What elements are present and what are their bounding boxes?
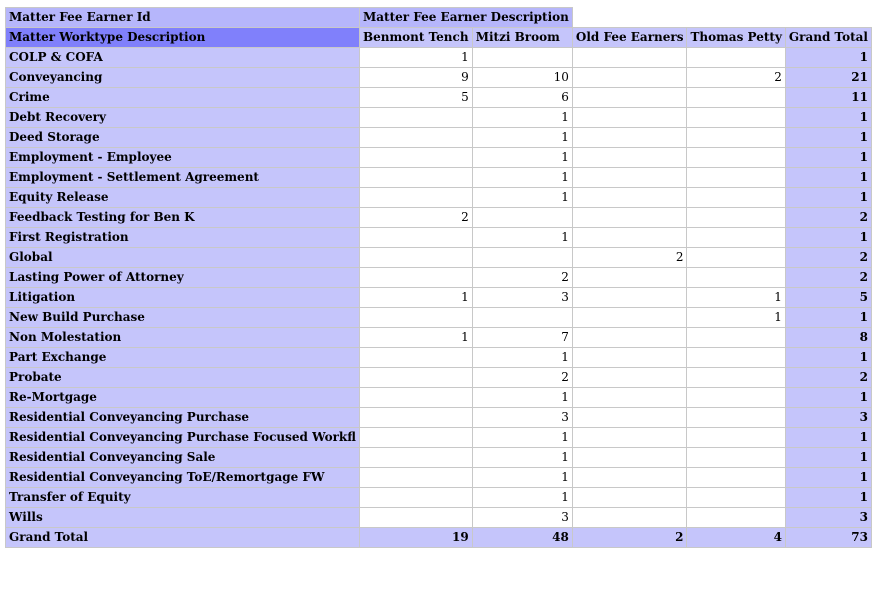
value-cell[interactable] — [572, 148, 687, 168]
value-cell[interactable] — [572, 228, 687, 248]
value-cell[interactable]: 6 — [472, 88, 572, 108]
row-total-cell[interactable]: 1 — [785, 48, 871, 68]
table-row — [6, 108, 872, 128]
column-header-label: Thomas Petty — [690, 30, 782, 44]
fee-earner-id-field[interactable] — [6, 8, 360, 28]
row-label[interactable]: Residential Conveyancing ToE/Remortgage FW — [6, 468, 360, 488]
empty-cell — [785, 8, 871, 28]
value-cell[interactable] — [572, 268, 687, 288]
value-cell[interactable] — [687, 468, 785, 488]
table-row — [6, 388, 872, 408]
row-total-cell[interactable]: 1 — [785, 128, 871, 148]
row-label[interactable]: Lasting Power of Attorney — [6, 268, 360, 288]
value-cell[interactable] — [359, 508, 472, 528]
worktype-description-label: Matter Worktype Description — [9, 30, 206, 44]
table-row — [6, 468, 872, 488]
value-cell[interactable]: 1 — [687, 288, 785, 308]
value-cell[interactable] — [472, 208, 572, 228]
value-cell[interactable] — [687, 188, 785, 208]
value-cell[interactable] — [572, 508, 687, 528]
row-total-cell[interactable]: 1 — [785, 308, 871, 328]
value-cell[interactable] — [359, 408, 472, 428]
value-cell[interactable] — [572, 388, 687, 408]
value-cell[interactable] — [359, 228, 472, 248]
value-cell[interactable]: 1 — [472, 228, 572, 248]
table-row — [6, 268, 872, 288]
value-cell[interactable]: 2 — [472, 368, 572, 388]
value-cell[interactable]: 5 — [359, 88, 472, 108]
value-cell[interactable] — [572, 288, 687, 308]
value-cell[interactable] — [572, 468, 687, 488]
column-header-label: Benmont Tench — [362, 30, 469, 44]
value-cell[interactable] — [687, 128, 785, 148]
row-label[interactable]: First Registration — [6, 228, 360, 248]
column-header-label: Grand Total — [788, 30, 868, 44]
row-total-cell[interactable]: 21 — [785, 68, 871, 88]
row-label[interactable]: Employment - Settlement Agreement — [6, 168, 360, 188]
value-cell[interactable]: 1 — [472, 488, 572, 508]
value-cell[interactable] — [687, 88, 785, 108]
value-cell[interactable]: 1 — [359, 288, 472, 308]
value-cell[interactable]: 10 — [472, 68, 572, 88]
row-total-cell[interactable]: 1 — [785, 108, 871, 128]
value-cell[interactable] — [572, 68, 687, 88]
value-cell[interactable] — [359, 168, 472, 188]
value-cell[interactable] — [472, 48, 572, 68]
row-label[interactable]: Transfer of Equity — [6, 488, 360, 508]
value-cell[interactable]: 1 — [472, 428, 572, 448]
table-row — [6, 88, 872, 108]
value-cell[interactable] — [687, 228, 785, 248]
value-cell[interactable]: 2 — [572, 248, 687, 268]
value-cell[interactable] — [359, 488, 472, 508]
value-cell[interactable]: 1 — [472, 348, 572, 368]
value-cell[interactable]: 3 — [472, 508, 572, 528]
row-total-cell[interactable]: 1 — [785, 228, 871, 248]
row-label[interactable]: Conveyancing — [6, 68, 360, 88]
value-cell[interactable] — [687, 148, 785, 168]
row-label[interactable]: Equity Release — [6, 188, 360, 208]
row-label[interactable]: Residential Conveyancing Purchase Focused Workfl — [6, 428, 360, 448]
table-row — [6, 248, 872, 268]
row-label[interactable]: Crime — [6, 88, 360, 108]
value-cell[interactable] — [359, 188, 472, 208]
table-row — [6, 68, 872, 88]
value-cell[interactable]: 9 — [359, 68, 472, 88]
row-label[interactable]: Residential Conveyancing Purchase — [6, 408, 360, 428]
value-cell[interactable]: 1 — [472, 148, 572, 168]
value-cell[interactable] — [359, 148, 472, 168]
value-cell[interactable] — [359, 128, 472, 148]
table-row — [6, 428, 872, 448]
row-total-cell[interactable]: 2 — [785, 248, 871, 268]
value-cell[interactable] — [472, 308, 572, 328]
value-cell[interactable] — [359, 388, 472, 408]
column-header-row — [6, 28, 872, 48]
value-cell[interactable] — [572, 348, 687, 368]
empty-cell — [572, 8, 687, 28]
value-cell[interactable] — [687, 448, 785, 468]
value-cell[interactable] — [687, 248, 785, 268]
column-header[interactable] — [359, 28, 472, 48]
value-cell[interactable] — [359, 448, 472, 468]
row-total-cell[interactable]: 2 — [785, 208, 871, 228]
row-label[interactable]: Probate — [6, 368, 360, 388]
row-label[interactable]: Deed Storage — [6, 128, 360, 148]
table-row — [6, 368, 872, 388]
table-row — [6, 228, 872, 248]
value-cell[interactable] — [359, 428, 472, 448]
value-cell[interactable] — [687, 408, 785, 428]
row-label[interactable]: Wills — [6, 508, 360, 528]
value-cell[interactable] — [572, 168, 687, 188]
fee-earner-description-field[interactable] — [359, 8, 572, 28]
value-cell[interactable] — [687, 168, 785, 188]
table-row — [6, 208, 872, 228]
row-total-cell[interactable]: 1 — [785, 488, 871, 508]
row-total-cell[interactable]: 1 — [785, 468, 871, 488]
table-row — [6, 328, 872, 348]
value-cell[interactable]: 2 — [359, 208, 472, 228]
row-label[interactable]: Re-Mortgage — [6, 388, 360, 408]
value-cell[interactable] — [687, 328, 785, 348]
value-cell[interactable] — [572, 448, 687, 468]
value-cell[interactable]: 1 — [687, 308, 785, 328]
row-label[interactable]: Feedback Testing for Ben K — [6, 208, 360, 228]
table-row — [6, 168, 872, 188]
row-total-cell[interactable]: 3 — [785, 508, 871, 528]
row-label[interactable]: Residential Conveyancing Sale — [6, 448, 360, 468]
row-total-cell[interactable]: 1 — [785, 348, 871, 368]
row-label[interactable]: Litigation — [6, 288, 360, 308]
fee-earner-id-label: Matter Fee Earner Id — [9, 10, 151, 24]
value-cell[interactable]: 2 — [572, 528, 687, 548]
value-cell[interactable]: 1 — [472, 388, 572, 408]
value-cell[interactable] — [687, 48, 785, 68]
row-total-cell[interactable]: 2 — [785, 368, 871, 388]
value-cell[interactable] — [687, 208, 785, 228]
value-cell[interactable] — [572, 328, 687, 348]
value-cell[interactable]: 1 — [472, 128, 572, 148]
row-total-cell[interactable]: 73 — [785, 528, 871, 548]
fee-earner-description-label: Matter Fee Earner Description — [362, 10, 569, 24]
value-cell[interactable]: 1 — [472, 448, 572, 468]
value-cell[interactable] — [687, 388, 785, 408]
value-cell[interactable] — [359, 468, 472, 488]
value-cell[interactable] — [687, 508, 785, 528]
table-row — [6, 488, 872, 508]
worktype-description-field[interactable] — [6, 28, 360, 48]
table-row — [6, 128, 872, 148]
filter-row — [6, 8, 872, 28]
row-total-cell[interactable]: 3 — [785, 408, 871, 428]
row-total-cell[interactable]: 5 — [785, 288, 871, 308]
value-cell[interactable] — [687, 488, 785, 508]
value-cell[interactable]: 3 — [472, 408, 572, 428]
row-total-cell[interactable]: 8 — [785, 328, 871, 348]
value-cell[interactable] — [472, 248, 572, 268]
value-cell[interactable]: 1 — [359, 48, 472, 68]
table-row — [6, 448, 872, 468]
value-cell[interactable]: 1 — [472, 468, 572, 488]
column-header[interactable] — [472, 28, 572, 48]
column-header[interactable] — [785, 28, 871, 48]
table-row — [6, 48, 872, 68]
table-row — [6, 508, 872, 528]
grand-total-row — [6, 528, 872, 548]
value-cell[interactable]: 1 — [472, 188, 572, 208]
table-row — [6, 308, 872, 328]
value-cell[interactable] — [687, 268, 785, 288]
row-total-cell[interactable]: 1 — [785, 148, 871, 168]
value-cell[interactable] — [687, 368, 785, 388]
value-cell[interactable] — [572, 488, 687, 508]
column-header[interactable] — [572, 28, 687, 48]
value-cell[interactable] — [572, 128, 687, 148]
value-cell[interactable] — [359, 368, 472, 388]
row-label[interactable]: Employment - Employee — [6, 148, 360, 168]
column-header-label: Mitzi Broom — [475, 30, 560, 44]
table-row — [6, 148, 872, 168]
grand-total-label[interactable]: Grand Total — [6, 528, 360, 548]
value-cell[interactable] — [572, 108, 687, 128]
value-cell[interactable] — [359, 108, 472, 128]
value-cell[interactable] — [572, 308, 687, 328]
row-total-cell[interactable]: 1 — [785, 428, 871, 448]
value-cell[interactable] — [572, 188, 687, 208]
value-cell[interactable] — [687, 348, 785, 368]
row-total-cell[interactable]: 1 — [785, 188, 871, 208]
value-cell[interactable]: 1 — [472, 168, 572, 188]
value-cell[interactable]: 19 — [359, 528, 472, 548]
value-cell[interactable] — [687, 108, 785, 128]
row-total-cell[interactable]: 11 — [785, 88, 871, 108]
row-label[interactable]: COLP & COFA — [6, 48, 360, 68]
value-cell[interactable]: 7 — [472, 328, 572, 348]
value-cell[interactable]: 3 — [472, 288, 572, 308]
value-cell[interactable]: 2 — [472, 268, 572, 288]
value-cell[interactable]: 1 — [472, 108, 572, 128]
value-cell[interactable]: 2 — [687, 68, 785, 88]
value-cell[interactable] — [359, 268, 472, 288]
value-cell[interactable]: 1 — [359, 328, 472, 348]
row-label[interactable]: Global — [6, 248, 360, 268]
table-row — [6, 188, 872, 208]
empty-cell — [687, 8, 785, 28]
row-label[interactable]: Debt Recovery — [6, 108, 360, 128]
row-total-cell[interactable]: 2 — [785, 268, 871, 288]
value-cell[interactable] — [572, 408, 687, 428]
value-cell[interactable] — [572, 208, 687, 228]
value-cell[interactable] — [359, 248, 472, 268]
pivot-table — [5, 7, 872, 548]
row-total-cell[interactable]: 1 — [785, 448, 871, 468]
column-header[interactable] — [687, 28, 785, 48]
row-label[interactable]: Part Exchange — [6, 348, 360, 368]
value-cell[interactable] — [572, 368, 687, 388]
column-header-label: Old Fee Earners — [575, 30, 684, 44]
row-total-cell[interactable]: 1 — [785, 168, 871, 188]
table-row — [6, 408, 872, 428]
value-cell[interactable]: 4 — [687, 528, 785, 548]
value-cell[interactable] — [572, 88, 687, 108]
table-row — [6, 288, 872, 308]
value-cell[interactable] — [687, 428, 785, 448]
value-cell[interactable] — [572, 428, 687, 448]
row-label[interactable]: New Build Purchase — [6, 308, 360, 328]
value-cell[interactable] — [359, 348, 472, 368]
table-row — [6, 348, 872, 368]
value-cell[interactable]: 48 — [472, 528, 572, 548]
row-label[interactable]: Non Molestation — [6, 328, 360, 348]
row-total-cell[interactable]: 1 — [785, 388, 871, 408]
value-cell[interactable] — [572, 48, 687, 68]
value-cell[interactable] — [359, 308, 472, 328]
